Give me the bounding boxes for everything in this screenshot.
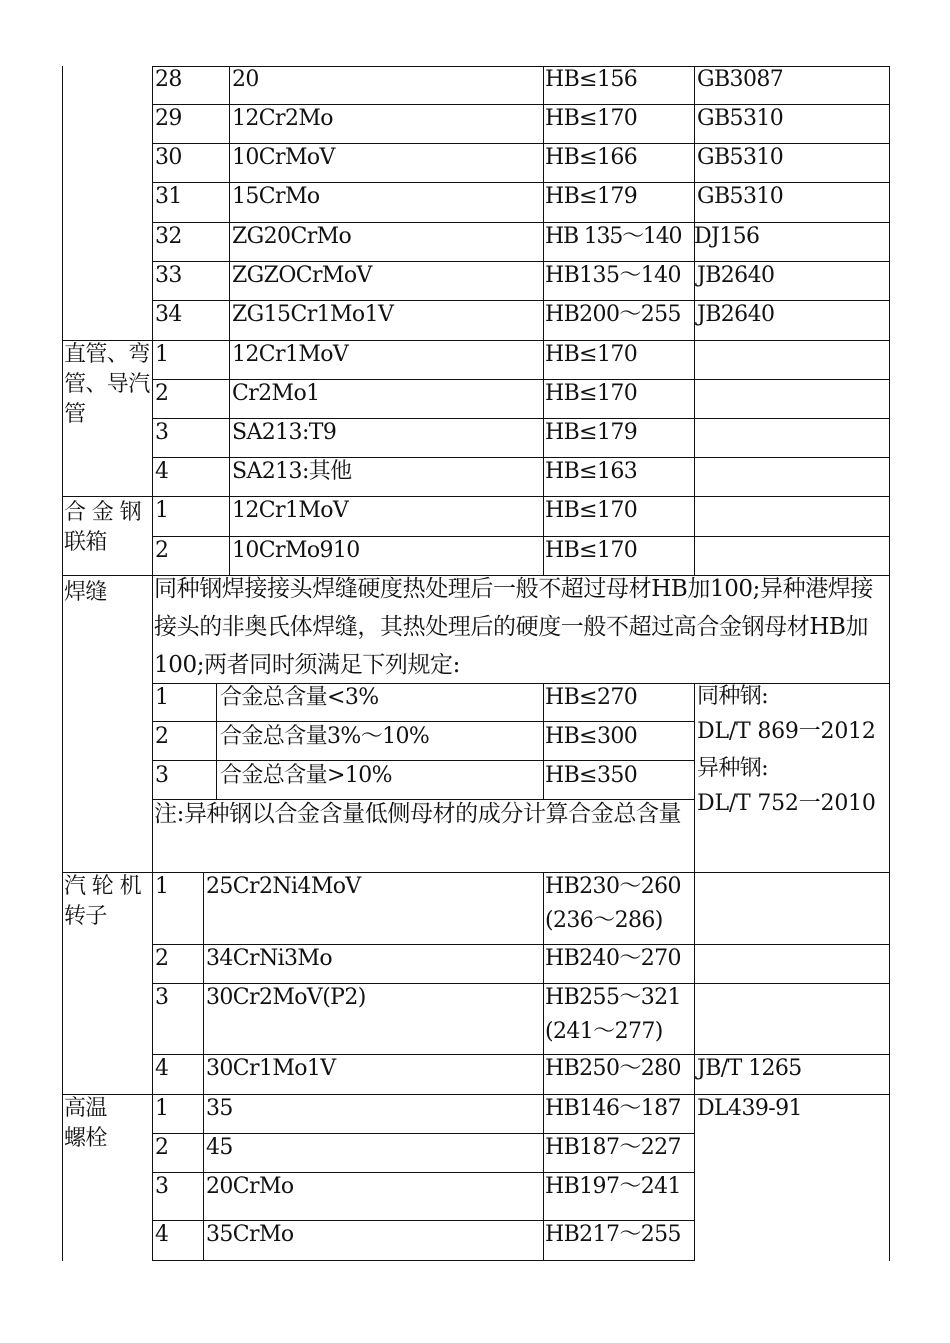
material: 15CrMo [232, 184, 320, 209]
weld-note: 注:异种钢以合金含量低侧母材的成分计算合金总含量 [154, 801, 682, 827]
weld-standard-same: DL/T 869一2012 [697, 719, 876, 744]
material: 10CrMoV [232, 145, 335, 170]
material: 合金总含量>10% [220, 763, 392, 788]
row-number: 4 [155, 1222, 169, 1247]
weld-description: 同种钢焊接接头焊缝硬度热处理后一般不超过母材HB加100;异种港焊接接头的非奥氏体焊缝，其热处理后的硬度一般不超过高合金钢母材HB加100;两者同时须满足下列规定: [154, 576, 874, 678]
row-number: 3 [155, 1174, 169, 1199]
hardness: HB240～270 [545, 946, 681, 971]
hardness: HB≤166 [545, 145, 638, 170]
row-number: 2 [155, 538, 169, 563]
category-label: 合 金 钢联箱 [64, 500, 141, 555]
row-number: 1 [155, 498, 169, 523]
row-number: 1 [155, 342, 169, 367]
row-number: 2 [155, 1135, 169, 1160]
material: 30Cr2MoV(P2) [206, 985, 366, 1010]
material: 10CrMo910 [232, 538, 360, 563]
row-number: 1 [155, 874, 169, 899]
hardness: HB≤170 [545, 381, 638, 406]
material: ZG15Cr1Mo1V [232, 302, 394, 327]
category-label: 汽 轮 机转子 [64, 874, 141, 929]
hardness: HB135～140 [545, 263, 681, 288]
hardness: HB146～187 [545, 1096, 681, 1121]
row-number: 2 [155, 724, 169, 749]
standard: GB5310 [697, 184, 784, 209]
hardness: HB≤170 [545, 106, 638, 131]
row-number: 3 [155, 420, 169, 445]
material: 合金总含量3%～10% [220, 724, 430, 749]
hardness: HB≤179 [545, 184, 638, 209]
material: 12Cr2Mo [232, 106, 333, 131]
material: Cr2Mo1 [232, 381, 320, 406]
standard: GB3087 [697, 67, 784, 92]
row-number: 31 [155, 184, 182, 209]
hardness: HB≤170 [545, 538, 638, 563]
hardness: HB≤163 [545, 459, 638, 484]
row-number: 29 [155, 106, 182, 131]
weld-standard-same-label: 同种钢: [697, 684, 769, 709]
row-number: 3 [155, 763, 169, 788]
hardness: HB217～255 [545, 1222, 681, 1247]
material: 合金总含量<3% [220, 685, 379, 710]
hardness: HB187～227 [545, 1135, 681, 1160]
material: 12Cr1MoV [232, 342, 349, 367]
hardness: HB200～255 [545, 302, 681, 327]
hardness: HB≤300 [545, 724, 638, 749]
material: ZGZOCrMoV [232, 263, 372, 288]
row-number: 28 [155, 67, 182, 92]
row-number: 32 [155, 224, 182, 249]
weld-standard-diff-label: 异种钢: [697, 756, 769, 781]
hardness: HB≤170 [545, 342, 638, 367]
material: SA213:其他 [232, 459, 352, 484]
standard: JB2640 [697, 263, 775, 288]
category-label: 焊缝 [64, 580, 107, 605]
hardness: HB255～321 [545, 985, 681, 1010]
hardness: HB250～280 [545, 1056, 681, 1081]
standard: GB5310 [697, 145, 784, 170]
hardness: HB≤270 [545, 685, 638, 710]
category-label: 高温螺栓 [64, 1096, 107, 1151]
category-label: 直管、弯管、导汽管 [64, 342, 150, 427]
hardness: HB≤156 [545, 67, 638, 92]
table-border-left [62, 66, 63, 1261]
material: 20CrMo [206, 1174, 294, 1199]
row-number: 1 [155, 1096, 169, 1121]
hardness: HB197～241 [545, 1174, 681, 1199]
row-number: 2 [155, 946, 169, 971]
row-number: 30 [155, 145, 182, 170]
standard: DL439-91 [697, 1096, 802, 1121]
hardness: HB≤179 [545, 420, 638, 445]
material: 25Cr2Ni4MoV [206, 874, 361, 899]
hardness: HB≤350 [545, 763, 638, 788]
standard: JB2640 [697, 302, 775, 327]
material: 34CrNi3Mo [206, 946, 332, 971]
material: 30Cr1Mo1V [206, 1056, 336, 1081]
row-number: 33 [155, 263, 182, 288]
material: 45 [206, 1135, 233, 1160]
row-number: 4 [155, 459, 169, 484]
row-number: 34 [155, 302, 182, 327]
hardness: HB≤170 [545, 498, 638, 523]
standard: DJ156 [694, 224, 760, 249]
material: 35 [206, 1096, 233, 1121]
hardness: HB230～260 [545, 874, 681, 899]
material: ZG20CrMo [232, 224, 352, 249]
row-number: 1 [155, 685, 169, 710]
hardness: HB 135～140 [545, 224, 682, 249]
material: 12Cr1MoV [232, 498, 349, 523]
row-number: 3 [155, 985, 169, 1010]
material: SA213:T9 [232, 420, 337, 445]
row-number: 4 [155, 1056, 169, 1081]
hardness-secondary: (236～286) [545, 908, 663, 933]
standard: JB/T 1265 [697, 1056, 802, 1081]
material: 35CrMo [206, 1222, 294, 1247]
weld-standard-diff: DL/T 752一2010 [697, 791, 876, 816]
standard: GB5310 [697, 106, 784, 131]
material: 20 [232, 67, 259, 92]
hardness-secondary: (241～277) [545, 1019, 663, 1044]
row-number: 2 [155, 381, 169, 406]
